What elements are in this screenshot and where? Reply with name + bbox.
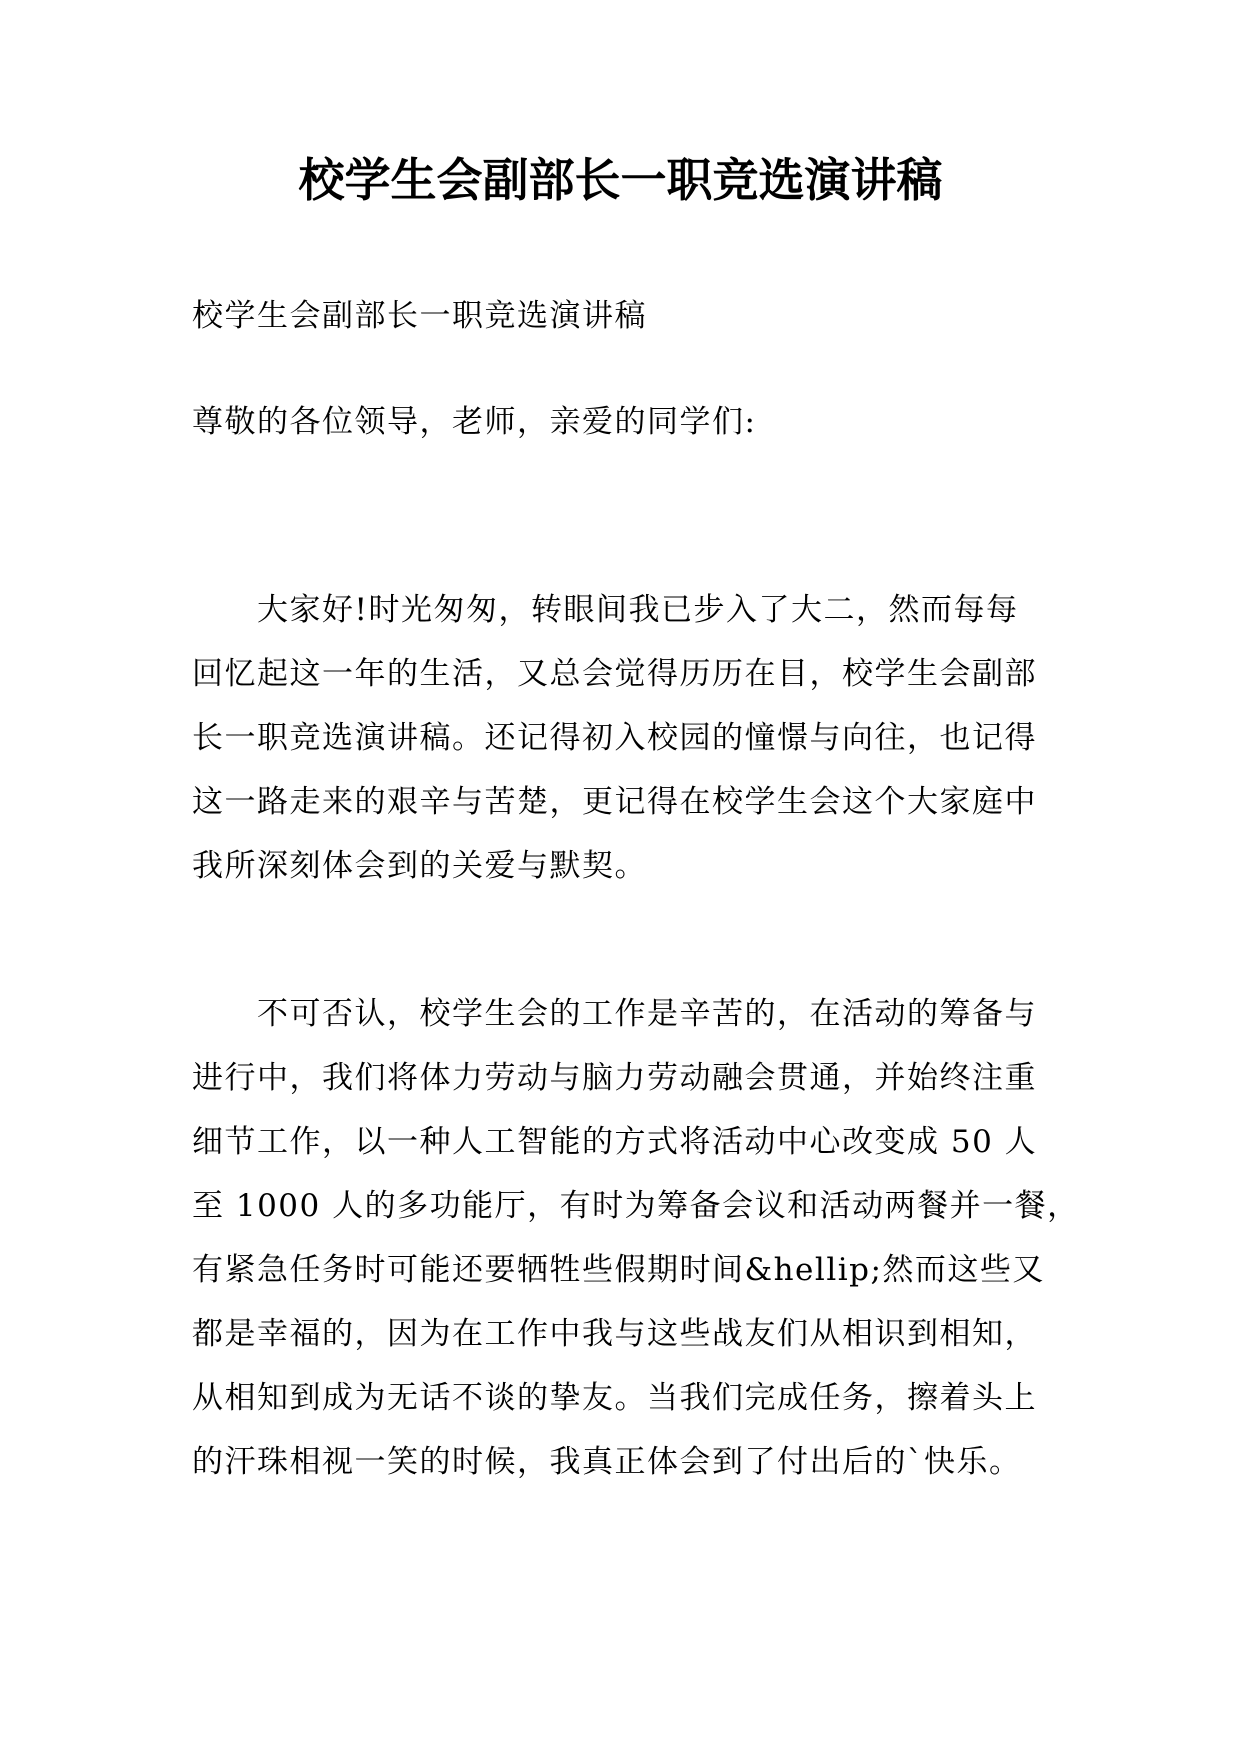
paragraph-2-line: 从相知到成为无话不谈的挚友。当我们完成任务，擦着头上 [192, 1380, 1037, 1416]
paragraph-2-line: 至 1000 人的多功能厅，有时为筹备会议和活动两餐并一餐， [192, 1188, 1080, 1224]
document-subtitle: 校学生会副部长一职竞选演讲稿 [192, 298, 647, 334]
paragraph-1-line: 这一路走来的艰辛与苦楚，更记得在校学生会这个大家庭中 [192, 784, 1037, 820]
paragraph-1 [192, 578, 1062, 898]
paragraph-1-line: 长一职竞选演讲稿。还记得初入校园的憧憬与向往，也记得 [192, 720, 1037, 756]
paragraph-2-line: 都是幸福的，因为在工作中我与这些战友们从相识到相知， [192, 1316, 1037, 1352]
document-title: 校学生会副部长一职竞选演讲稿 [298, 153, 943, 207]
paragraph-2 [192, 982, 1080, 1494]
greeting-line: 尊敬的各位领导，老师，亲爱的同学们: [192, 404, 757, 440]
paragraph-2-line: 有紧急任务时可能还要牺牲些假期时间&hellip;然而这些又 [192, 1252, 1045, 1288]
paragraph-2-line: 的汗珠相视一笑的时候，我真正体会到了付出后的`快乐。 [192, 1444, 1022, 1480]
paragraph-1-line: 回忆起这一年的生活，又总会觉得历历在目，校学生会副部 [192, 656, 1037, 692]
paragraph-2-line: 细节工作，以一种人工智能的方式将活动中心改变成 50 人 [192, 1124, 1038, 1160]
paragraph-2-line: 不可否认，校学生会的工作是辛苦的，在活动的筹备与 [192, 996, 1037, 1032]
paragraph-2-line: 进行中，我们将体力劳动与脑力劳动融会贯通，并始终注重 [192, 1060, 1037, 1096]
paragraph-1-line: 我所深刻体会到的关爱与默契。 [192, 848, 647, 884]
paragraph-1-line: 大家好!时光匆匆，转眼间我已步入了大二，然而每每 [192, 592, 1019, 628]
